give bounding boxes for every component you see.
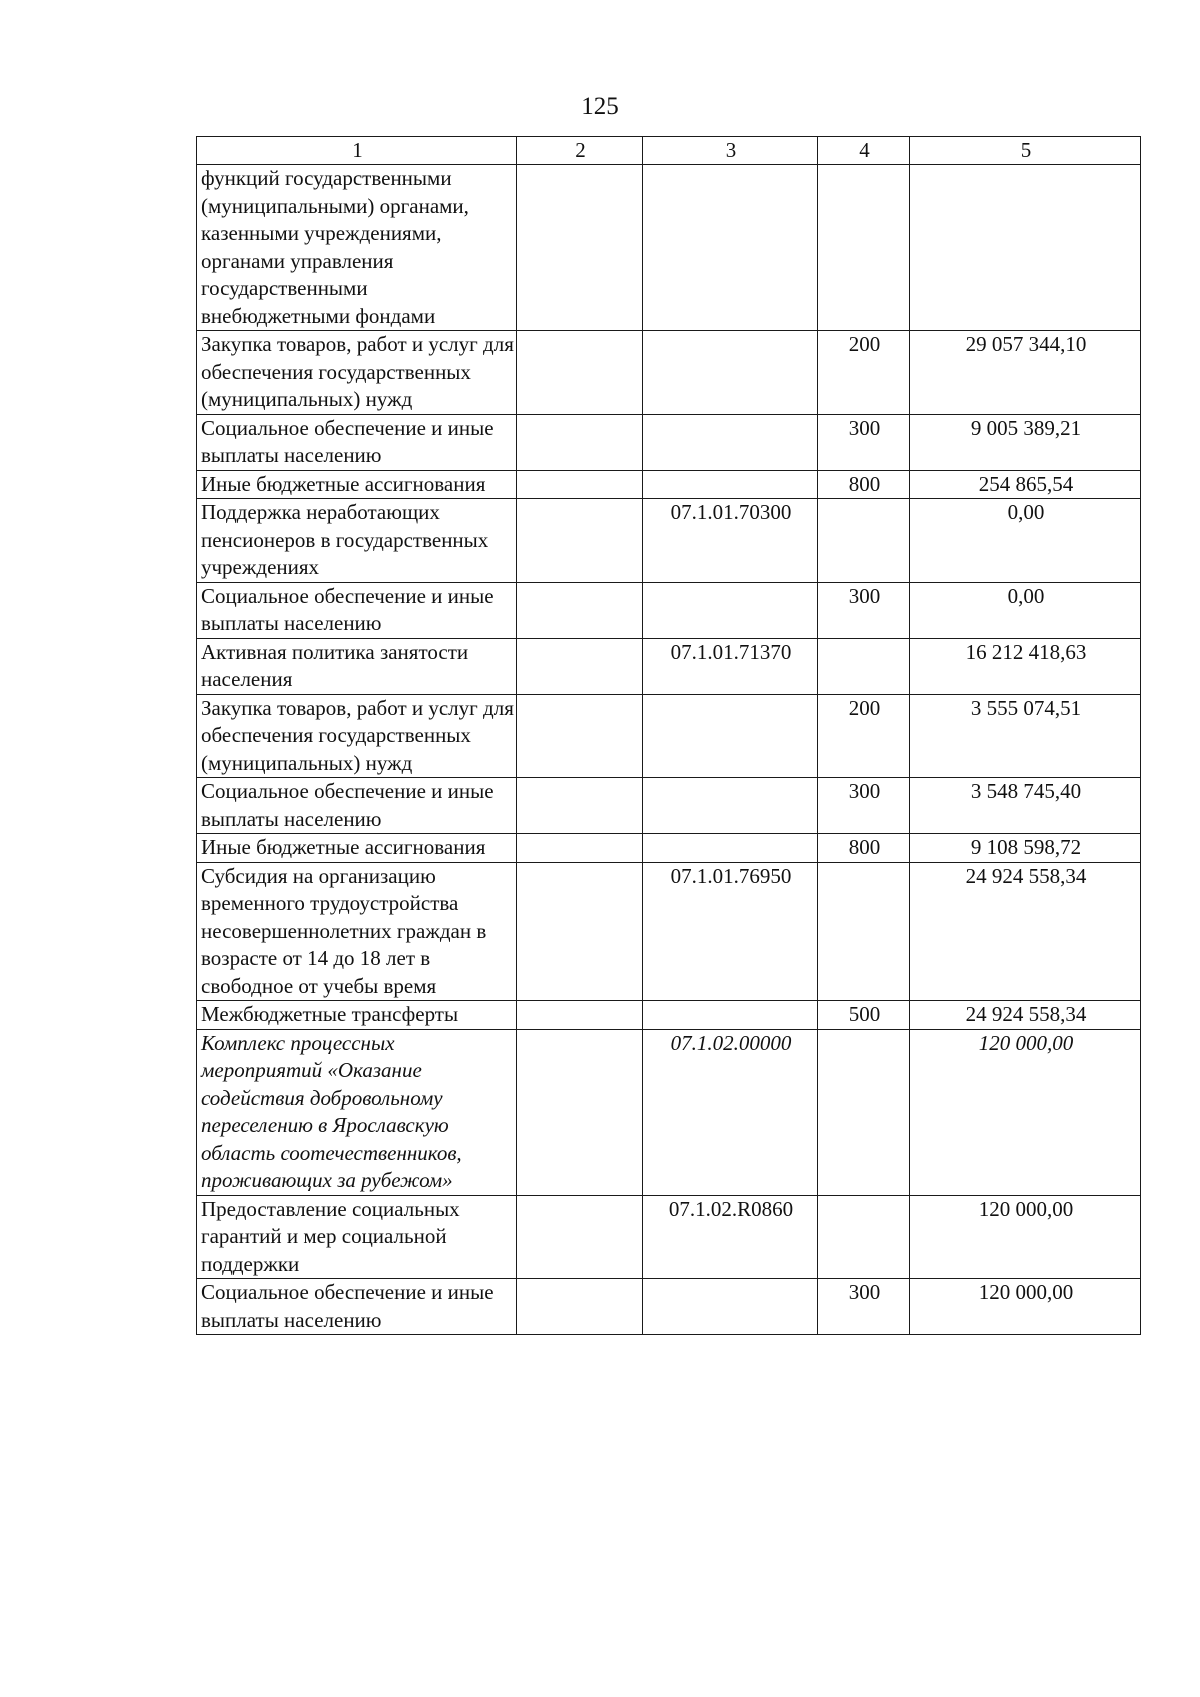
row-name-cell: Социальное обеспечение и иные выплаты населению [197, 414, 517, 470]
row-name-cell: Комплекс процессных мероприятий «Оказание содействия добровольному переселению в Ярославскую область соотечественников, проживающих за рубежом» [197, 1029, 517, 1195]
row-col2-cell [517, 1001, 643, 1030]
row-amount-cell: 9 108 598,72 [910, 834, 1141, 863]
row-amount-cell: 0,00 [910, 499, 1141, 583]
row-vr-cell [818, 1029, 910, 1195]
row-code-cell [643, 165, 818, 331]
row-code-cell [643, 582, 818, 638]
table-row [197, 165, 1141, 331]
row-amount-cell: 3 548 745,40 [910, 778, 1141, 834]
row-amount-cell: 16 212 418,63 [910, 638, 1141, 694]
table-body [197, 137, 1141, 1335]
row-name-cell: Субсидия на организацию временного трудоустройства несовершеннолетних граждан в возрасте от 14 до 18 лет в свободное от учебы время [197, 862, 517, 1001]
header-cell-5: 5 [910, 137, 1141, 165]
row-name-cell: Закупка товаров, работ и услуг для обеспечения государственных (муниципальных) нужд [197, 694, 517, 778]
row-amount-cell: 24 924 558,34 [910, 862, 1141, 1001]
row-code-cell [643, 470, 818, 499]
row-vr-cell: 800 [818, 834, 910, 863]
row-col2-cell [517, 862, 643, 1001]
row-vr-cell: 500 [818, 1001, 910, 1030]
row-amount-cell [910, 165, 1141, 331]
row-amount-cell: 24 924 558,34 [910, 1001, 1141, 1030]
header-cell-2: 2 [517, 137, 643, 165]
row-col2-cell [517, 638, 643, 694]
row-col2-cell [517, 1279, 643, 1335]
row-amount-cell: 0,00 [910, 582, 1141, 638]
row-col2-cell [517, 582, 643, 638]
row-amount-cell: 120 000,00 [910, 1279, 1141, 1335]
header-cell-1: 1 [197, 137, 517, 165]
row-col2-cell [517, 778, 643, 834]
row-name-cell: Предоставление социальных гарантий и мер социальной поддержки [197, 1195, 517, 1279]
row-amount-cell: 120 000,00 [910, 1029, 1141, 1195]
row-name-cell: Межбюджетные трансферты [197, 1001, 517, 1030]
table-row [197, 778, 1141, 834]
row-name-cell: Социальное обеспечение и иные выплаты населению [197, 582, 517, 638]
row-vr-cell [818, 1195, 910, 1279]
table-row [197, 499, 1141, 583]
table-row [197, 1279, 1141, 1335]
row-code-cell [643, 1001, 818, 1030]
row-amount-cell: 254 865,54 [910, 470, 1141, 499]
row-vr-cell [818, 862, 910, 1001]
budget-table [196, 136, 1141, 1335]
row-vr-cell: 300 [818, 414, 910, 470]
row-name-cell: Иные бюджетные ассигнования [197, 470, 517, 499]
row-col2-cell [517, 499, 643, 583]
row-code-cell [643, 414, 818, 470]
row-vr-cell [818, 638, 910, 694]
table-row [197, 694, 1141, 778]
header-cell-3: 3 [643, 137, 818, 165]
row-amount-cell: 3 555 074,51 [910, 694, 1141, 778]
row-name-cell: Поддержка неработающих пенсионеров в государственных учреждениях [197, 499, 517, 583]
row-code-cell [643, 778, 818, 834]
row-code-cell: 07.1.01.70300 [643, 499, 818, 583]
row-code-cell: 07.1.01.71370 [643, 638, 818, 694]
row-code-cell: 07.1.02.R0860 [643, 1195, 818, 1279]
row-name-cell: Активная политика занятости населения [197, 638, 517, 694]
row-col2-cell [517, 414, 643, 470]
row-name-cell: функций государственными (муниципальными) органами, казенными учреждениями, органами управления государственными внебюджетными фондами [197, 165, 517, 331]
row-vr-cell: 300 [818, 1279, 910, 1335]
table-header-row [197, 137, 1141, 165]
table-row [197, 834, 1141, 863]
row-col2-cell [517, 470, 643, 499]
row-code-cell [643, 331, 818, 415]
row-col2-cell [517, 331, 643, 415]
row-code-cell [643, 1279, 818, 1335]
row-amount-cell: 120 000,00 [910, 1195, 1141, 1279]
row-name-cell: Иные бюджетные ассигнования [197, 834, 517, 863]
row-code-cell: 07.1.02.00000 [643, 1029, 818, 1195]
table-row [197, 414, 1141, 470]
row-vr-cell: 200 [818, 331, 910, 415]
row-col2-cell [517, 834, 643, 863]
row-vr-cell: 200 [818, 694, 910, 778]
row-code-cell [643, 694, 818, 778]
table-row [197, 331, 1141, 415]
row-name-cell: Социальное обеспечение и иные выплаты населению [197, 778, 517, 834]
row-vr-cell: 800 [818, 470, 910, 499]
row-col2-cell [517, 1029, 643, 1195]
row-code-cell [643, 834, 818, 863]
row-vr-cell: 300 [818, 778, 910, 834]
table-row [197, 862, 1141, 1001]
row-name-cell: Социальное обеспечение и иные выплаты населению [197, 1279, 517, 1335]
row-amount-cell: 29 057 344,10 [910, 331, 1141, 415]
row-name-cell: Закупка товаров, работ и услуг для обеспечения государственных (муниципальных) нужд [197, 331, 517, 415]
table-row [197, 1029, 1141, 1195]
row-col2-cell [517, 165, 643, 331]
row-vr-cell [818, 165, 910, 331]
table-row [197, 470, 1141, 499]
row-code-cell: 07.1.01.76950 [643, 862, 818, 1001]
row-col2-cell [517, 1195, 643, 1279]
page-number: 125 [581, 93, 619, 120]
header-cell-4: 4 [818, 137, 910, 165]
row-vr-cell: 300 [818, 582, 910, 638]
table-row [197, 1001, 1141, 1030]
table-row [197, 638, 1141, 694]
row-vr-cell [818, 499, 910, 583]
table-row [197, 1195, 1141, 1279]
row-col2-cell [517, 694, 643, 778]
table-row [197, 582, 1141, 638]
row-amount-cell: 9 005 389,21 [910, 414, 1141, 470]
